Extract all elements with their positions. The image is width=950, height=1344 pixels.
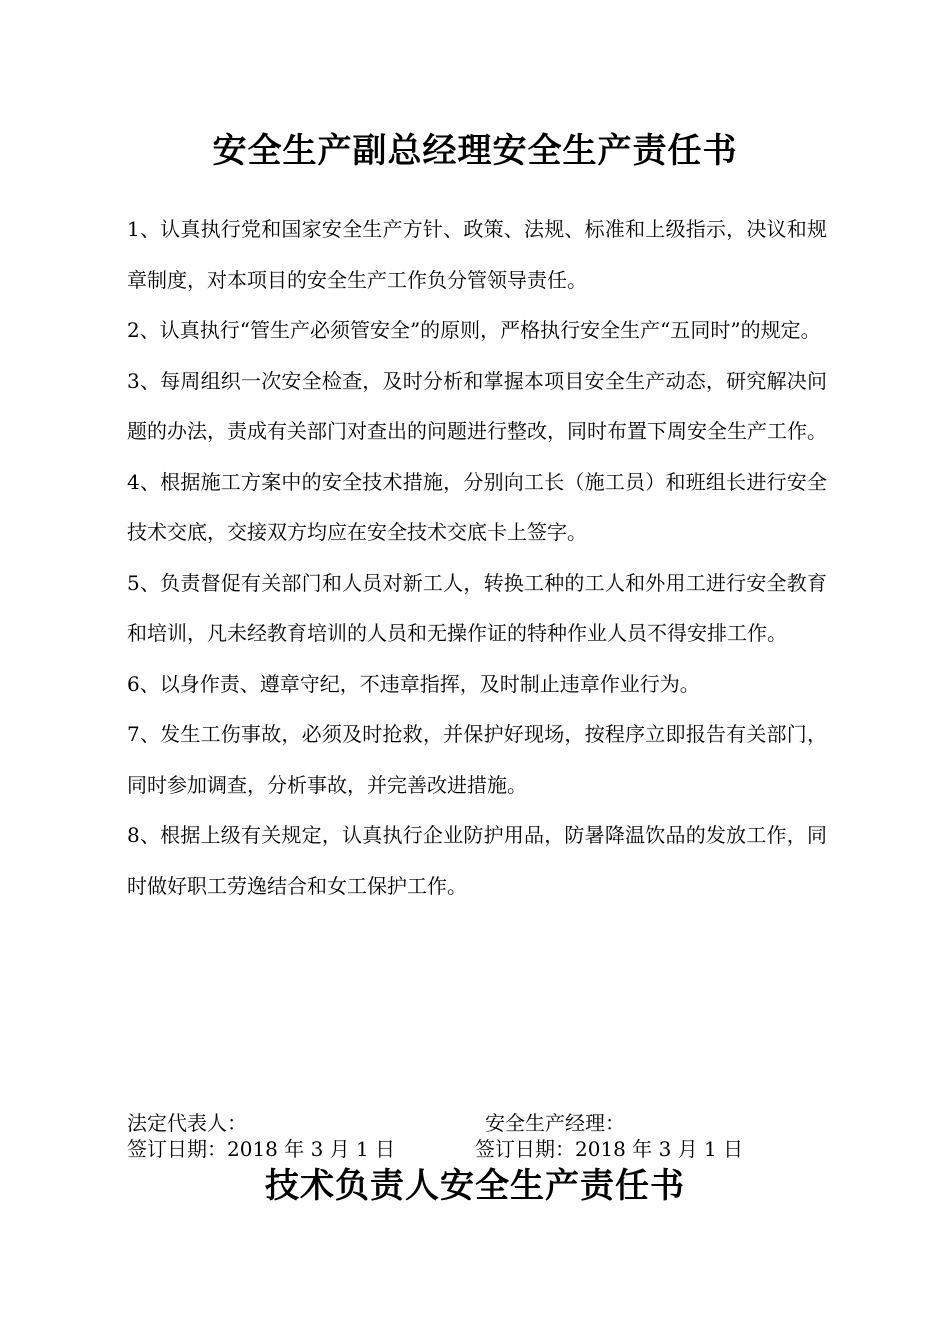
signature-block-right-label	[485, 1110, 625, 1136]
clause-2: 2、认真执行“管生产必须管安全”的原则，严格执行安全生产“五同时”的规定。	[127, 318, 821, 342]
legal-representative-label: 法定代表人：	[127, 1111, 247, 1135]
signing-date-left: 签订日期：2018 年 3 月 1 日	[127, 1137, 396, 1161]
clause-8: 8、根据上级有关规定，认真执行企业防护用品，防暑降温饮品的发放工作，同时做好职工劳逸结合和女工保护工作。	[127, 823, 827, 898]
clause-7: 7、发生工伤事故，必须及时抢救，并保护好现场，按程序立即报告有关部门，同时参加调查，分析事故，并完善改进措施。	[127, 722, 827, 797]
clause-6: 6、以身作责、遵章守纪，不违章指挥，及时制止违章作业行为。	[127, 671, 700, 696]
signature-block-right-date	[475, 1136, 743, 1162]
clause-list	[127, 204, 827, 911]
signing-date-right: 签订日期：2018 年 3 月 1 日	[475, 1137, 744, 1161]
next-document-title: 技术负责人安全生产责任书	[265, 1166, 685, 1206]
clause-3: 3、每周组织一次安全检查，及时分析和掌握本项目安全生产动态，研究解决问题的办法，责成有关部门对查出的问题进行整改，同时布置下周安全生产工作。	[127, 368, 827, 443]
clause-4: 4、根据施工方案中的安全技术措施，分别向工长（施工员）和班组长进行安全技术交底，交接双方均应在安全技术交底卡上签字。	[127, 469, 827, 544]
document-title: 安全生产副总经理安全生产责任书	[212, 131, 738, 171]
clause-1: 1、认真执行党和国家安全生产方针、政策、法规、标准和上级指示，决议和规章制度，对本项目的安全生产工作负分管领导责任。	[127, 217, 827, 292]
signature-block-left	[127, 1110, 395, 1162]
clause-5: 5、负责督促有关部门和人员对新工人，转换工种的工人和外用工进行安全教育和培训，凡未经教育培训的人员和无操作证的特种作业人员不得安排工作。	[127, 570, 827, 645]
safety-manager-label: 安全生产经理：	[485, 1111, 625, 1135]
